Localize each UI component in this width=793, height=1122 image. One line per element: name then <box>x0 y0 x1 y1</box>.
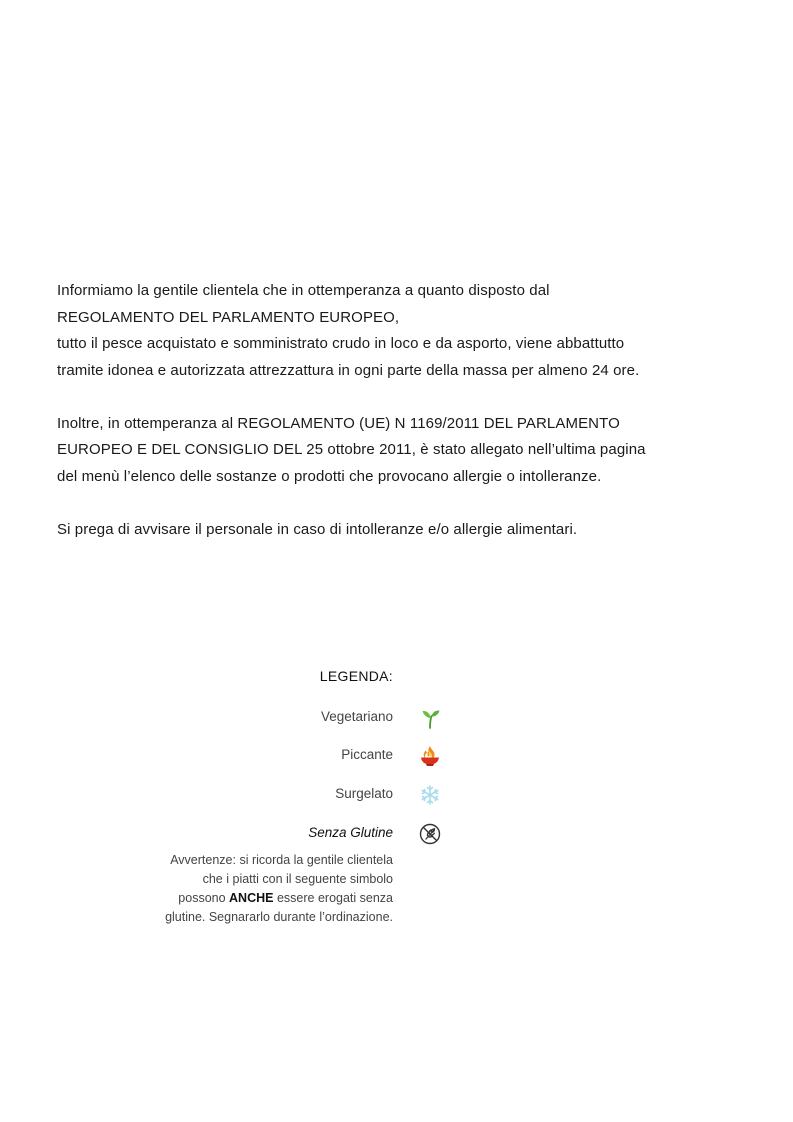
snowflake-icon <box>418 783 442 807</box>
gluten-warning <box>103 851 393 927</box>
legend-item-surgelato <box>100 783 450 807</box>
notice-paragraph-1 <box>57 278 737 384</box>
notice-line: Inoltre, in ottemperanza al REGOLAMENTO (UE) N 1169/2011 DEL PARLAMENTO <box>57 414 620 432</box>
sprout-icon <box>418 706 442 730</box>
warning-line: glutine. Segnararlo durante l’ordinazione. <box>165 910 393 924</box>
legend-label: Surgelato <box>335 786 393 801</box>
notice-line: tramite idonea e autorizzata attrezzattura in ogni parte della massa per almeno 24 ore. <box>57 361 640 379</box>
legend-item-senza-glutine <box>100 822 450 846</box>
legend-item-piccante <box>100 744 450 768</box>
legend-label: Senza Glutine <box>308 825 393 840</box>
notice-line: Informiamo la gentile clientela che in ottemperanza a quanto disposto dal <box>57 282 550 299</box>
notice-line: REGOLAMENTO DEL PARLAMENTO EUROPEO, <box>57 308 400 326</box>
notice-line: del menù l’elenco delle sostanze o prodotti che provocano allergie o intolleranze. <box>57 467 602 485</box>
legend-item-vegetariano <box>100 706 450 730</box>
warning-line <box>103 889 393 908</box>
notice-paragraph-3 <box>57 517 737 544</box>
legend-title: LEGENDA: <box>319 668 393 684</box>
warning-text: possono <box>178 891 230 905</box>
notice-line: Si prega di avvisare il personale in caso di intolleranze e/o allergie alimentari. <box>57 520 578 538</box>
notice-paragraph-2 <box>57 411 737 491</box>
notice-line: tutto il pesce acquistato e somministrato crudo in loco e da asporto, viene abbattutto <box>57 335 625 352</box>
flame-bowl-icon <box>418 744 442 768</box>
warning-emphasis: ANCHE <box>229 891 274 905</box>
warning-line: Avvertenze: si ricorda la gentile clientela <box>170 853 393 867</box>
notice-text <box>57 278 737 570</box>
no-gluten-icon <box>418 822 442 846</box>
legend-label: Piccante <box>341 747 393 762</box>
notice-line: EUROPEO E DEL CONSIGLIO DEL 25 ottobre 2011, è stato allegato nell’ultima pagina <box>57 441 646 458</box>
legend-label: Vegetariano <box>320 709 393 724</box>
warning-line: che i piatti con il seguente simbolo <box>202 872 393 886</box>
warning-text: essere erogati senza <box>273 891 393 905</box>
